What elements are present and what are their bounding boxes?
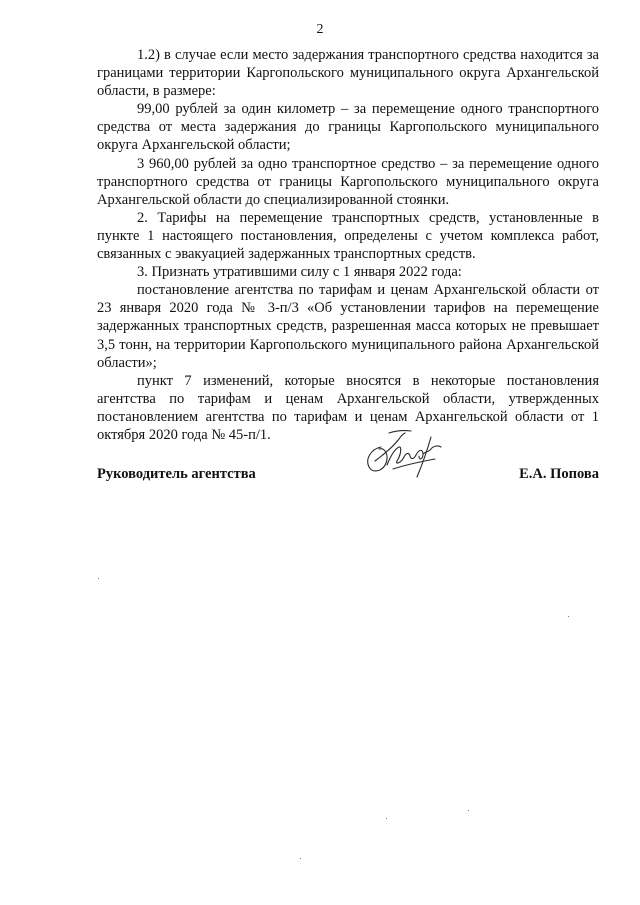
scan-speck [98, 578, 99, 579]
signature-block [97, 466, 599, 486]
scan-speck [386, 818, 387, 819]
paragraph-per-km-tariff: 99,00 рублей за один километр – за перемещение одного транспортного средства от места задержания до границы Каргопольского муниципального округа Архангельской области; [97, 101, 599, 154]
scan-speck [568, 616, 569, 617]
paragraph-repealed-resolution: постановление агентства по тарифам и ценам Архангельской области от 23 января 2020 года № 3-п/3 «Об установлении тарифов на перемещение задержанных транспортных средств, разрешенная масса которых не превышает 3,5 тонн, на территории Каргопольского муниципального района Архангельской области»; [97, 282, 599, 371]
paragraph-per-vehicle-tariff: 3 960,00 рублей за одно транспортное средство – за перемещение одного транспортного средства от границы Каргопольского муниципального округа Архангельской области до специализированной стоянки. [97, 155, 599, 208]
scan-speck [468, 810, 469, 811]
paragraph-3: 3. Признать утратившими силу с 1 января 2022 года: [137, 264, 462, 281]
paragraph-1-2: 1.2) в случае если место задержания транспортного средства находится за границами территории Каргопольского муниципального округа Архангельской области, в размере: [97, 47, 599, 100]
signatory-name: Е.А. Попова [519, 466, 599, 482]
page-number: 2 [316, 22, 324, 37]
scan-speck [300, 858, 301, 859]
signatory-title: Руководитель агентства [97, 466, 256, 482]
paragraph-2: 2. Тарифы на перемещение транспортных средств, установленные в пункте 1 настоящего постановления, определены с учетом комплекса работ, связанных с эвакуацией задержанных транспортных средств. [97, 209, 599, 263]
paragraph-repealed-item-7: пункт 7 изменений, которые вносятся в некоторые постановления агентства по тарифам и ценам Архангельской области, утвержденных постановлением агентства по тарифам и ценам Архангельской области от 1 октября 2020 года № 45-п/1. [97, 372, 599, 443]
document-body [97, 46, 599, 444]
